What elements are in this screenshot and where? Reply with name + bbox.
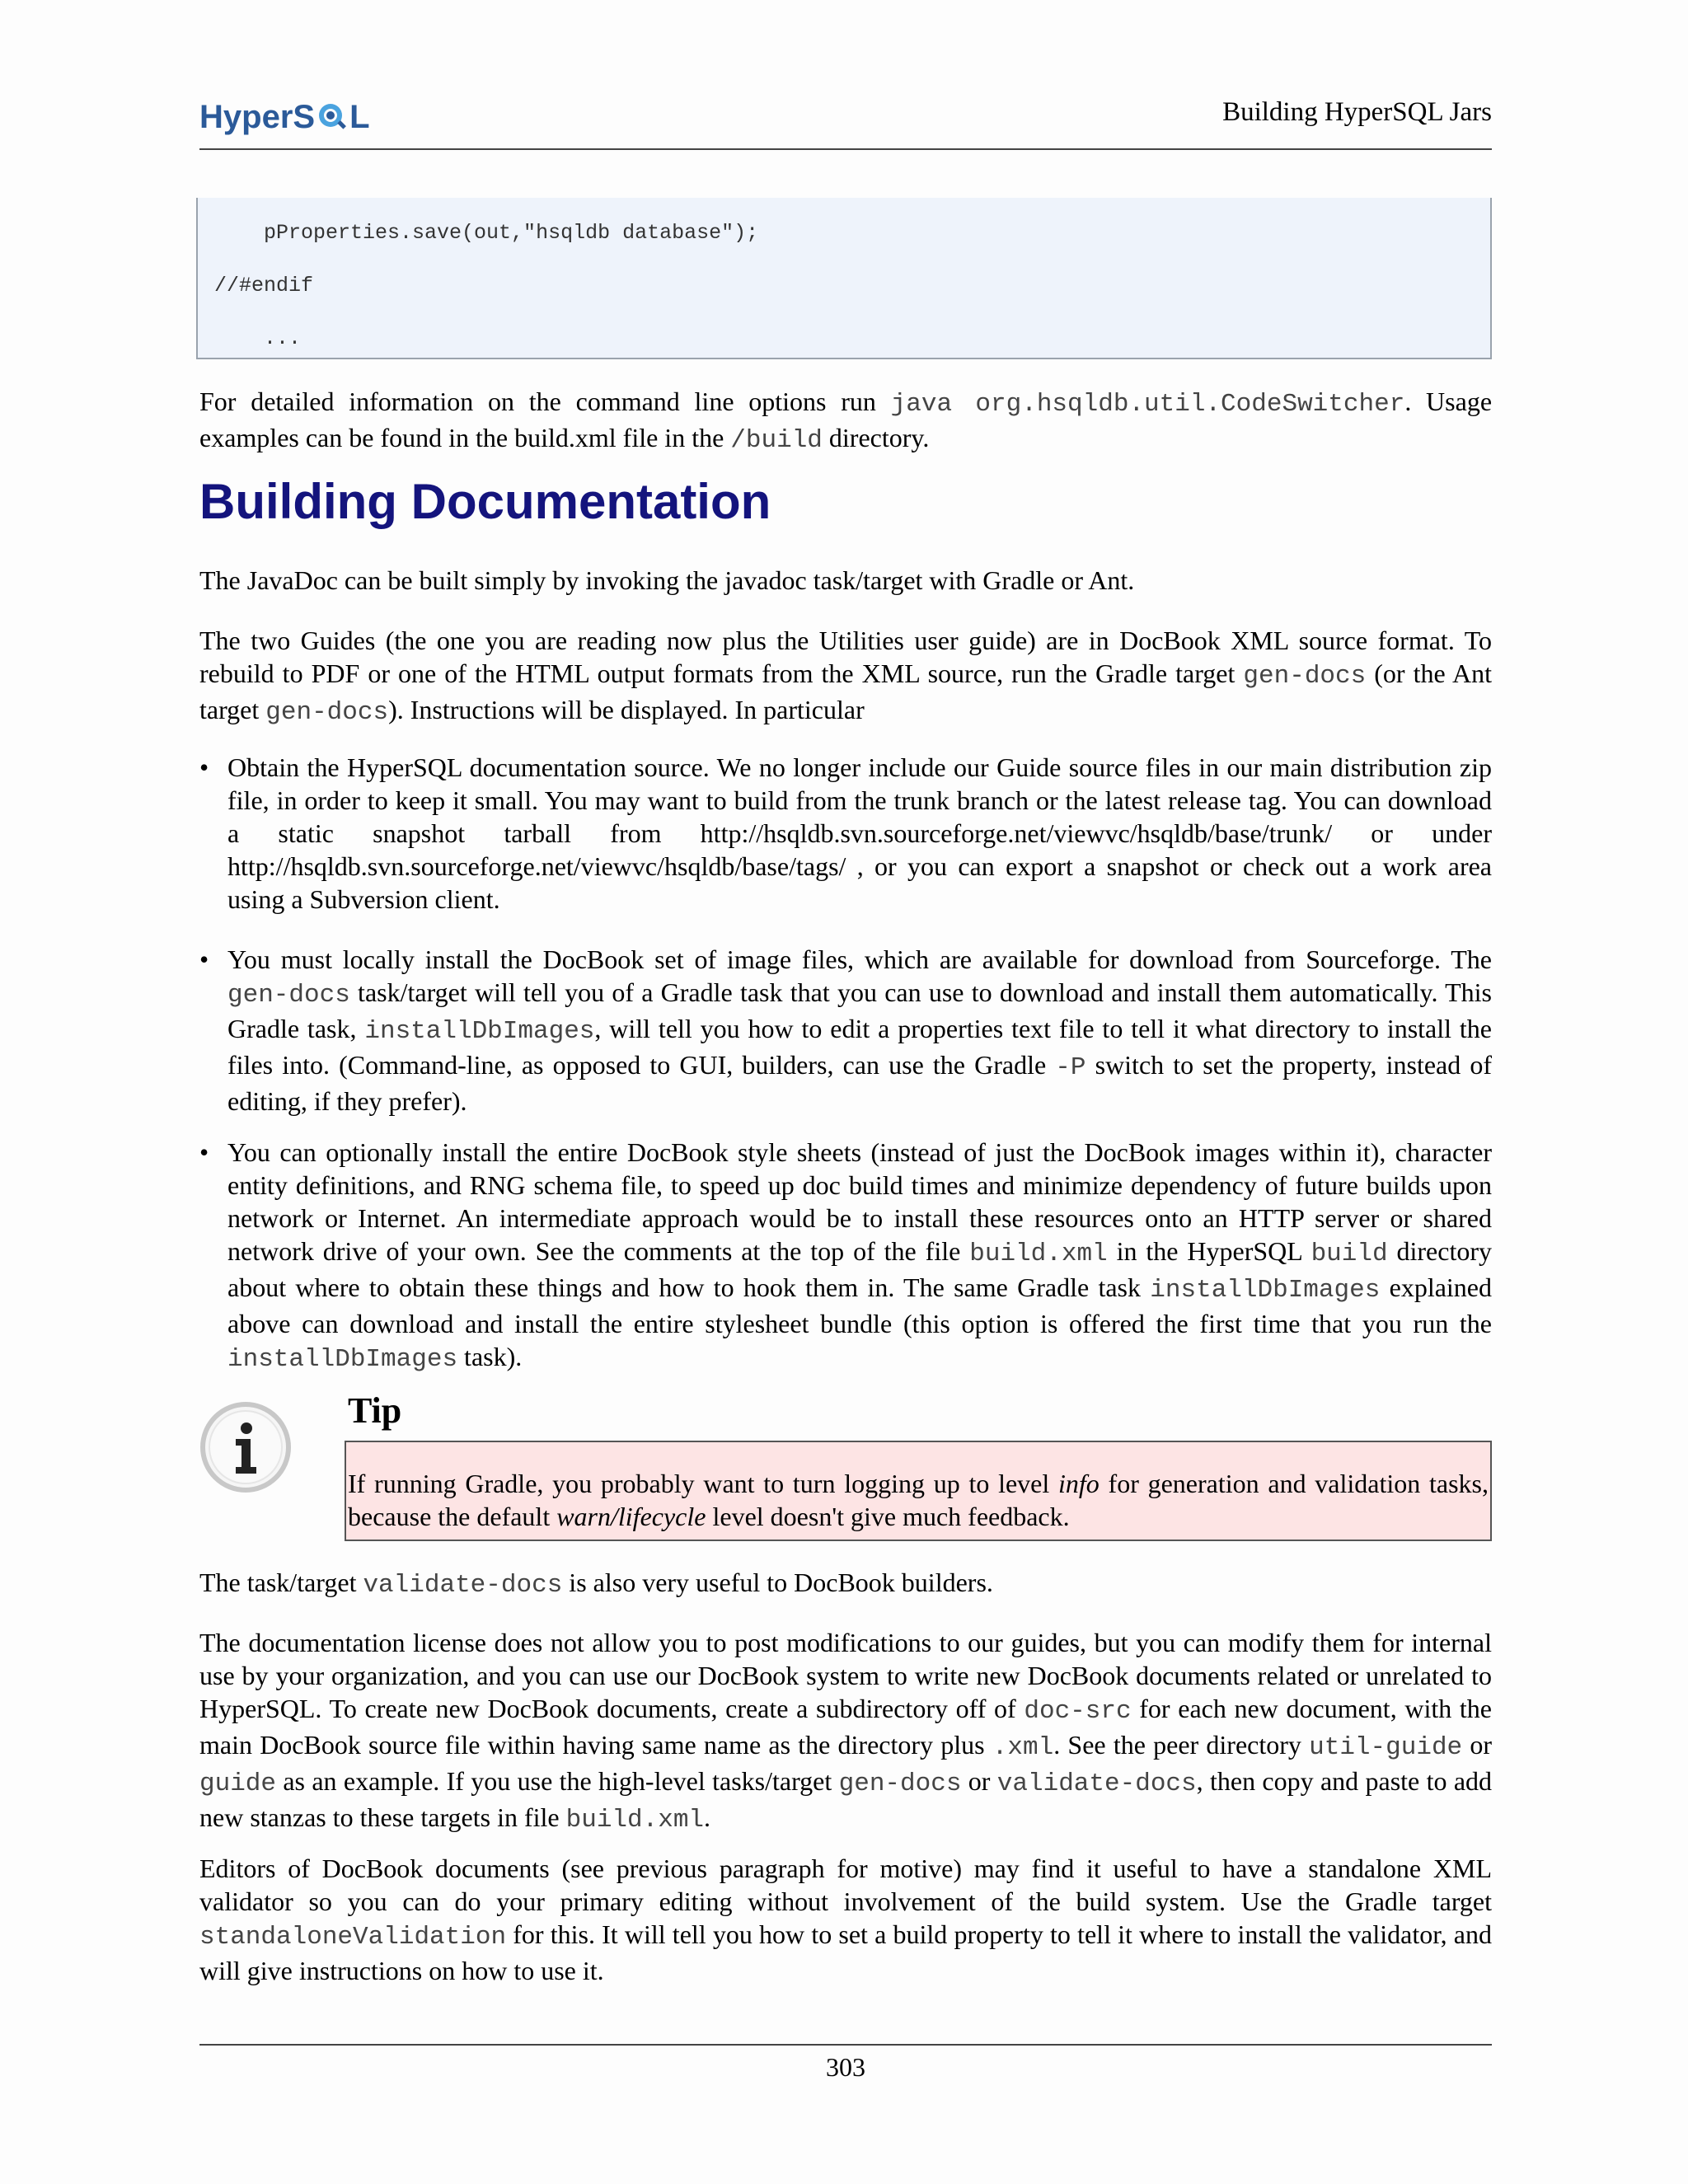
code-inline: .xml bbox=[992, 1733, 1054, 1762]
text-run: , then copy and paste to add new stanzas to these targets in file bbox=[199, 1766, 1493, 1832]
code-inline: build bbox=[1311, 1240, 1388, 1268]
text-run: for generation and validation tasks, because the default bbox=[348, 1469, 1489, 1531]
list-item-text: Obtain the HyperSQL documentation source. We no longer include our Guide source files in our main distribution zip file, in order to keep it small. You may want to build from the trunk branch or the latest release tag. You can download a static snapshot tarball from http://hsqldb.svn.sourceforge.net/viewvc/hsqldb/base/trunk/ or under http://hsqldb.svn.sourceforge.net/viewvc/hsqldb/base/tags/ , or you can export a snapshot or check out a work area using a Subversion client. bbox=[227, 752, 1492, 914]
code-inline: gen-docs bbox=[227, 981, 350, 1010]
code-inline: java org.hsqldb.util.CodeSwitcher bbox=[890, 390, 1405, 419]
paragraph bbox=[199, 1852, 1492, 1987]
code-line: pProperties.save(out,"hsqldb database"); bbox=[214, 221, 759, 245]
text-run: for this. It will tell you how to set a build property to tell it where to install the validator, and will give instructions on how to use it. bbox=[199, 1919, 1492, 1985]
tip-title: Tip bbox=[348, 1390, 402, 1431]
code-inline: build.xml bbox=[969, 1240, 1108, 1268]
text-run: (or the Ant target bbox=[199, 658, 1493, 724]
code-line: ... bbox=[214, 326, 302, 350]
text-run: If running Gradle, you probably want to turn logging up to level bbox=[348, 1469, 1059, 1498]
list-item bbox=[199, 943, 1492, 1118]
text-run: directory. bbox=[822, 423, 930, 452]
hypersql-logo bbox=[199, 99, 370, 136]
text-run: in the HyperSQL bbox=[1107, 1236, 1311, 1266]
text-run: The documentation license does not allow you to post modifications to our guides, but you can modify them for internal use by your organization, and you can use our DocBook system to write new DocBook documents related or unrelated to HyperSQL. To create new DocBook documents, create a subdirectory off of bbox=[199, 1628, 1492, 1723]
text-run: as an example. If you use the high-level tasks/target bbox=[276, 1766, 839, 1796]
text-run: directory about where to obtain these things and how to hook them in. The same Gradle task bbox=[227, 1236, 1493, 1302]
text-run: The task/target bbox=[199, 1568, 363, 1597]
code-inline: standaloneValidation bbox=[199, 1923, 507, 1952]
text-run: task/target will tell you of a Gradle task that you can use to download and install them automatically. This Gradle task, bbox=[227, 977, 1492, 1043]
text-run: ). Instructions will be displayed. In particular bbox=[388, 695, 865, 724]
code-inline: util-guide bbox=[1309, 1733, 1463, 1762]
code-inline: gen-docs bbox=[838, 1769, 962, 1798]
paragraph-text: The JavaDoc can be built simply by invoking the javadoc task/target with Gradle or Ant. bbox=[199, 565, 1135, 595]
running-title: Building HyperSQL Jars bbox=[1222, 97, 1492, 127]
paragraph bbox=[199, 564, 1492, 597]
intro-paragraph bbox=[199, 385, 1492, 457]
code-inline: installDbImages bbox=[1150, 1276, 1381, 1305]
text-run: explained above can download and install the entire stylesheet bundle (this option is offered the first time that you run the bbox=[227, 1272, 1493, 1338]
code-block bbox=[196, 198, 1492, 359]
text-run: is also very useful to DocBook builders. bbox=[562, 1568, 993, 1597]
footer-divider bbox=[199, 2044, 1492, 2046]
text-run: , will tell you how to edit a properties text file to tell it what directory to install the files into. (Command-line, as opposed to GUI, builders, can use the Gradle bbox=[227, 1014, 1493, 1080]
code-inline: -P bbox=[1055, 1053, 1086, 1082]
section-heading: Building Documentation bbox=[199, 474, 771, 529]
text-run: The two Guides (the one you are reading now plus the Utilities user guide) are in DocBook XML source format. To rebuild to PDF or one of the HTML output formats from the XML source, run the Gradle target bbox=[199, 626, 1492, 688]
page-header bbox=[199, 82, 1492, 150]
text-run: or bbox=[961, 1766, 997, 1796]
logo-q-magnifier-icon bbox=[316, 101, 348, 133]
text-run: . bbox=[704, 1802, 711, 1832]
code-inline: /build bbox=[730, 426, 823, 455]
list-item bbox=[199, 751, 1492, 916]
logo-text-left: HyperS bbox=[199, 99, 316, 135]
text-run: You can optionally install the entire DocBook style sheets (instead of just the DocBook images within it), character entity definitions, and RNG schema file, to speed up doc build times and minimize dependency of future builds upon network or Internet. An intermediate approach would be to install these resources onto an HTTP server or shared network drive of your own. See the comments at the top of the file bbox=[227, 1137, 1492, 1266]
paragraph bbox=[199, 624, 1492, 729]
text-run: For detailed information on the command line options run bbox=[199, 387, 891, 416]
paragraph bbox=[199, 1626, 1492, 1837]
code-inline: installDbImages bbox=[364, 1017, 595, 1046]
emphasis: warn/lifecycle bbox=[556, 1502, 706, 1531]
text-run: You must locally install the DocBook set of image files, which are available for download from Sourceforge. The bbox=[227, 944, 1492, 974]
list-item bbox=[199, 1136, 1492, 1376]
page-number: 303 bbox=[826, 2052, 865, 2082]
code-line: //#endif bbox=[214, 274, 314, 298]
text-run: task). bbox=[457, 1342, 523, 1371]
text-run: . Usage examples can be found in the build.xml file in the bbox=[199, 387, 1493, 452]
emphasis: info bbox=[1058, 1469, 1100, 1498]
text-run: for each new document, with the main DocBook source file within having same name as the directory plus bbox=[199, 1694, 1493, 1760]
info-icon bbox=[199, 1401, 292, 1493]
code-inline: gen-docs bbox=[1243, 662, 1367, 691]
code-inline: build.xml bbox=[565, 1806, 705, 1835]
logo-text-right: L bbox=[349, 99, 370, 135]
bullet-icon: • bbox=[199, 944, 209, 974]
text-run: switch to set the property, instead of editing, if they prefer). bbox=[227, 1050, 1493, 1116]
tip-box bbox=[345, 1441, 1492, 1541]
code-inline: validate-docs bbox=[996, 1769, 1197, 1798]
code-inline: guide bbox=[199, 1769, 277, 1798]
code-inline: installDbImages bbox=[227, 1345, 458, 1374]
bullet-icon: • bbox=[199, 1137, 209, 1167]
code-inline: doc-src bbox=[1024, 1697, 1132, 1726]
code-inline: validate-docs bbox=[363, 1571, 563, 1600]
text-run: . See the peer directory bbox=[1053, 1730, 1310, 1760]
text-run: or bbox=[1462, 1730, 1493, 1760]
text-run: Editors of DocBook documents (see previous paragraph for motive) may find it useful to have a standalone XML validator so you can do your primary editing without involvement of the build system. Use the Gradle target bbox=[199, 1854, 1492, 1916]
paragraph bbox=[199, 1566, 1492, 1602]
code-inline: gen-docs bbox=[265, 698, 389, 727]
bullet-icon: • bbox=[199, 752, 209, 782]
text-run: level doesn't give much feedback. bbox=[706, 1502, 1070, 1531]
